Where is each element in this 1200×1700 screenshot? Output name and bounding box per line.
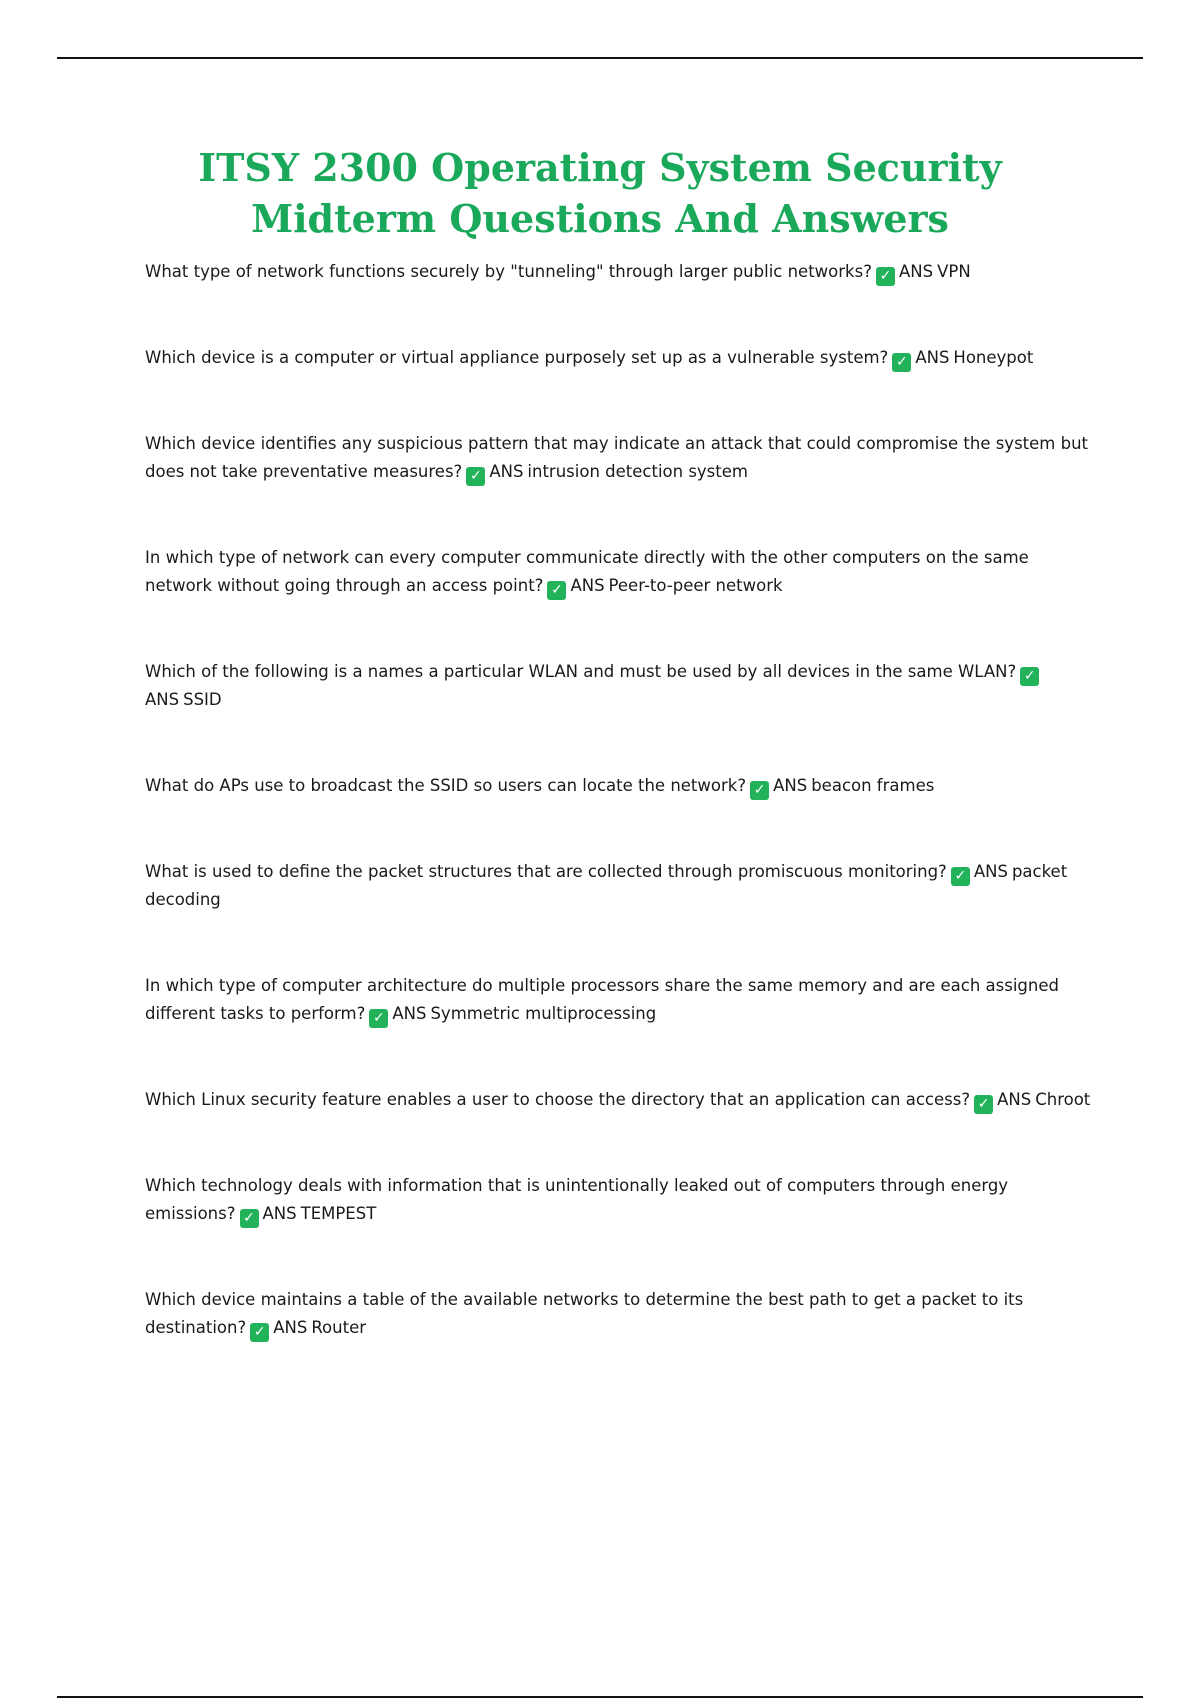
answer-text: TEMPEST bbox=[300, 1204, 377, 1223]
answer-prefix: ANS bbox=[273, 1318, 308, 1337]
check-box-icon: ✓ bbox=[240, 1209, 259, 1228]
question-text: Which Linux security feature enables a user to choose the directory that an application can access? bbox=[145, 1090, 971, 1109]
answer-prefix: ANS bbox=[262, 1204, 297, 1223]
answer-text: VPN bbox=[937, 262, 971, 281]
answer-text: packet decoding bbox=[145, 862, 1068, 909]
question-text: Which technology deals with information that is unintentionally leaked out of computers through energy emissions? bbox=[145, 1176, 1009, 1223]
answer-text: Symmetric multiprocessing bbox=[430, 1004, 657, 1023]
answer-prefix: ANS bbox=[898, 262, 934, 281]
qa-item bbox=[145, 1086, 1095, 1114]
answer-text: SSID bbox=[183, 690, 222, 709]
qa-item bbox=[145, 1286, 1095, 1342]
answer-text: Peer-to-peer network bbox=[608, 576, 783, 595]
check-box-icon: ✓ bbox=[369, 1009, 388, 1028]
top-rule bbox=[57, 57, 1143, 59]
check-box-icon: ✓ bbox=[750, 781, 769, 800]
qa-item bbox=[145, 772, 1095, 800]
answer-prefix: ANS bbox=[145, 690, 180, 709]
qa-item bbox=[145, 1172, 1095, 1228]
qa-item bbox=[145, 658, 1095, 714]
answer-prefix: ANS bbox=[915, 348, 950, 367]
answer-prefix: ANS bbox=[392, 1004, 427, 1023]
qa-item bbox=[145, 972, 1095, 1028]
question-text: Which device is a computer or virtual appliance purposely set up as a vulnerable system? bbox=[145, 348, 889, 367]
qa-item bbox=[145, 544, 1095, 600]
qa-item bbox=[145, 258, 1095, 286]
question-text: In which type of computer architecture do multiple processors share the same memory and are each assigned different tasks to perform? bbox=[145, 976, 1059, 1023]
question-text: What do APs use to broadcast the SSID so users can locate the network? bbox=[145, 776, 747, 795]
answer-prefix: ANS bbox=[489, 462, 524, 481]
answer-prefix: ANS bbox=[570, 576, 605, 595]
answer-text: beacon frames bbox=[811, 776, 935, 795]
answer-text: Router bbox=[311, 1318, 367, 1337]
check-box-icon: ✓ bbox=[876, 267, 895, 286]
qa-item bbox=[145, 344, 1095, 372]
document-title: ITSY 2300 Operating System Security Midterm Questions And Answers bbox=[198, 145, 1002, 241]
check-box-icon: ✓ bbox=[951, 867, 970, 886]
answer-text: Honeypot bbox=[953, 348, 1034, 367]
check-box-icon: ✓ bbox=[892, 353, 911, 372]
question-text: Which of the following is a names a particular WLAN and must be used by all devices in the same WLAN? bbox=[145, 662, 1017, 681]
check-box-icon: ✓ bbox=[466, 467, 485, 486]
qa-item bbox=[145, 858, 1095, 914]
answer-prefix: ANS bbox=[773, 776, 808, 795]
answer-prefix: ANS bbox=[973, 862, 1008, 881]
question-text: Which device maintains a table of the available networks to determine the best path to get a packet to its destination? bbox=[145, 1290, 1024, 1337]
answer-text: Chroot bbox=[1035, 1090, 1091, 1109]
bottom-rule bbox=[57, 1696, 1143, 1698]
check-box-icon: ✓ bbox=[1020, 667, 1039, 686]
question-text: What type of network functions securely by "tunneling" through larger public networks? bbox=[145, 262, 872, 281]
qa-item bbox=[145, 430, 1095, 486]
answer-text: intrusion detection system bbox=[527, 462, 748, 481]
answer-prefix: ANS bbox=[997, 1090, 1032, 1109]
question-text: What is used to define the packet structures that are collected through promiscuous monitoring? bbox=[145, 862, 947, 881]
check-box-icon: ✓ bbox=[250, 1323, 269, 1342]
check-box-icon: ✓ bbox=[547, 581, 566, 600]
qa-list bbox=[145, 258, 1095, 1400]
question-text: Which device identifies any suspicious pattern that may indicate an attack that could compromise the system but does not take preventative measures? bbox=[145, 434, 1089, 481]
check-box-icon: ✓ bbox=[974, 1095, 993, 1114]
question-text: In which type of network can every computer communicate directly with the other computers on the same network without going through an access point? bbox=[145, 548, 1029, 595]
